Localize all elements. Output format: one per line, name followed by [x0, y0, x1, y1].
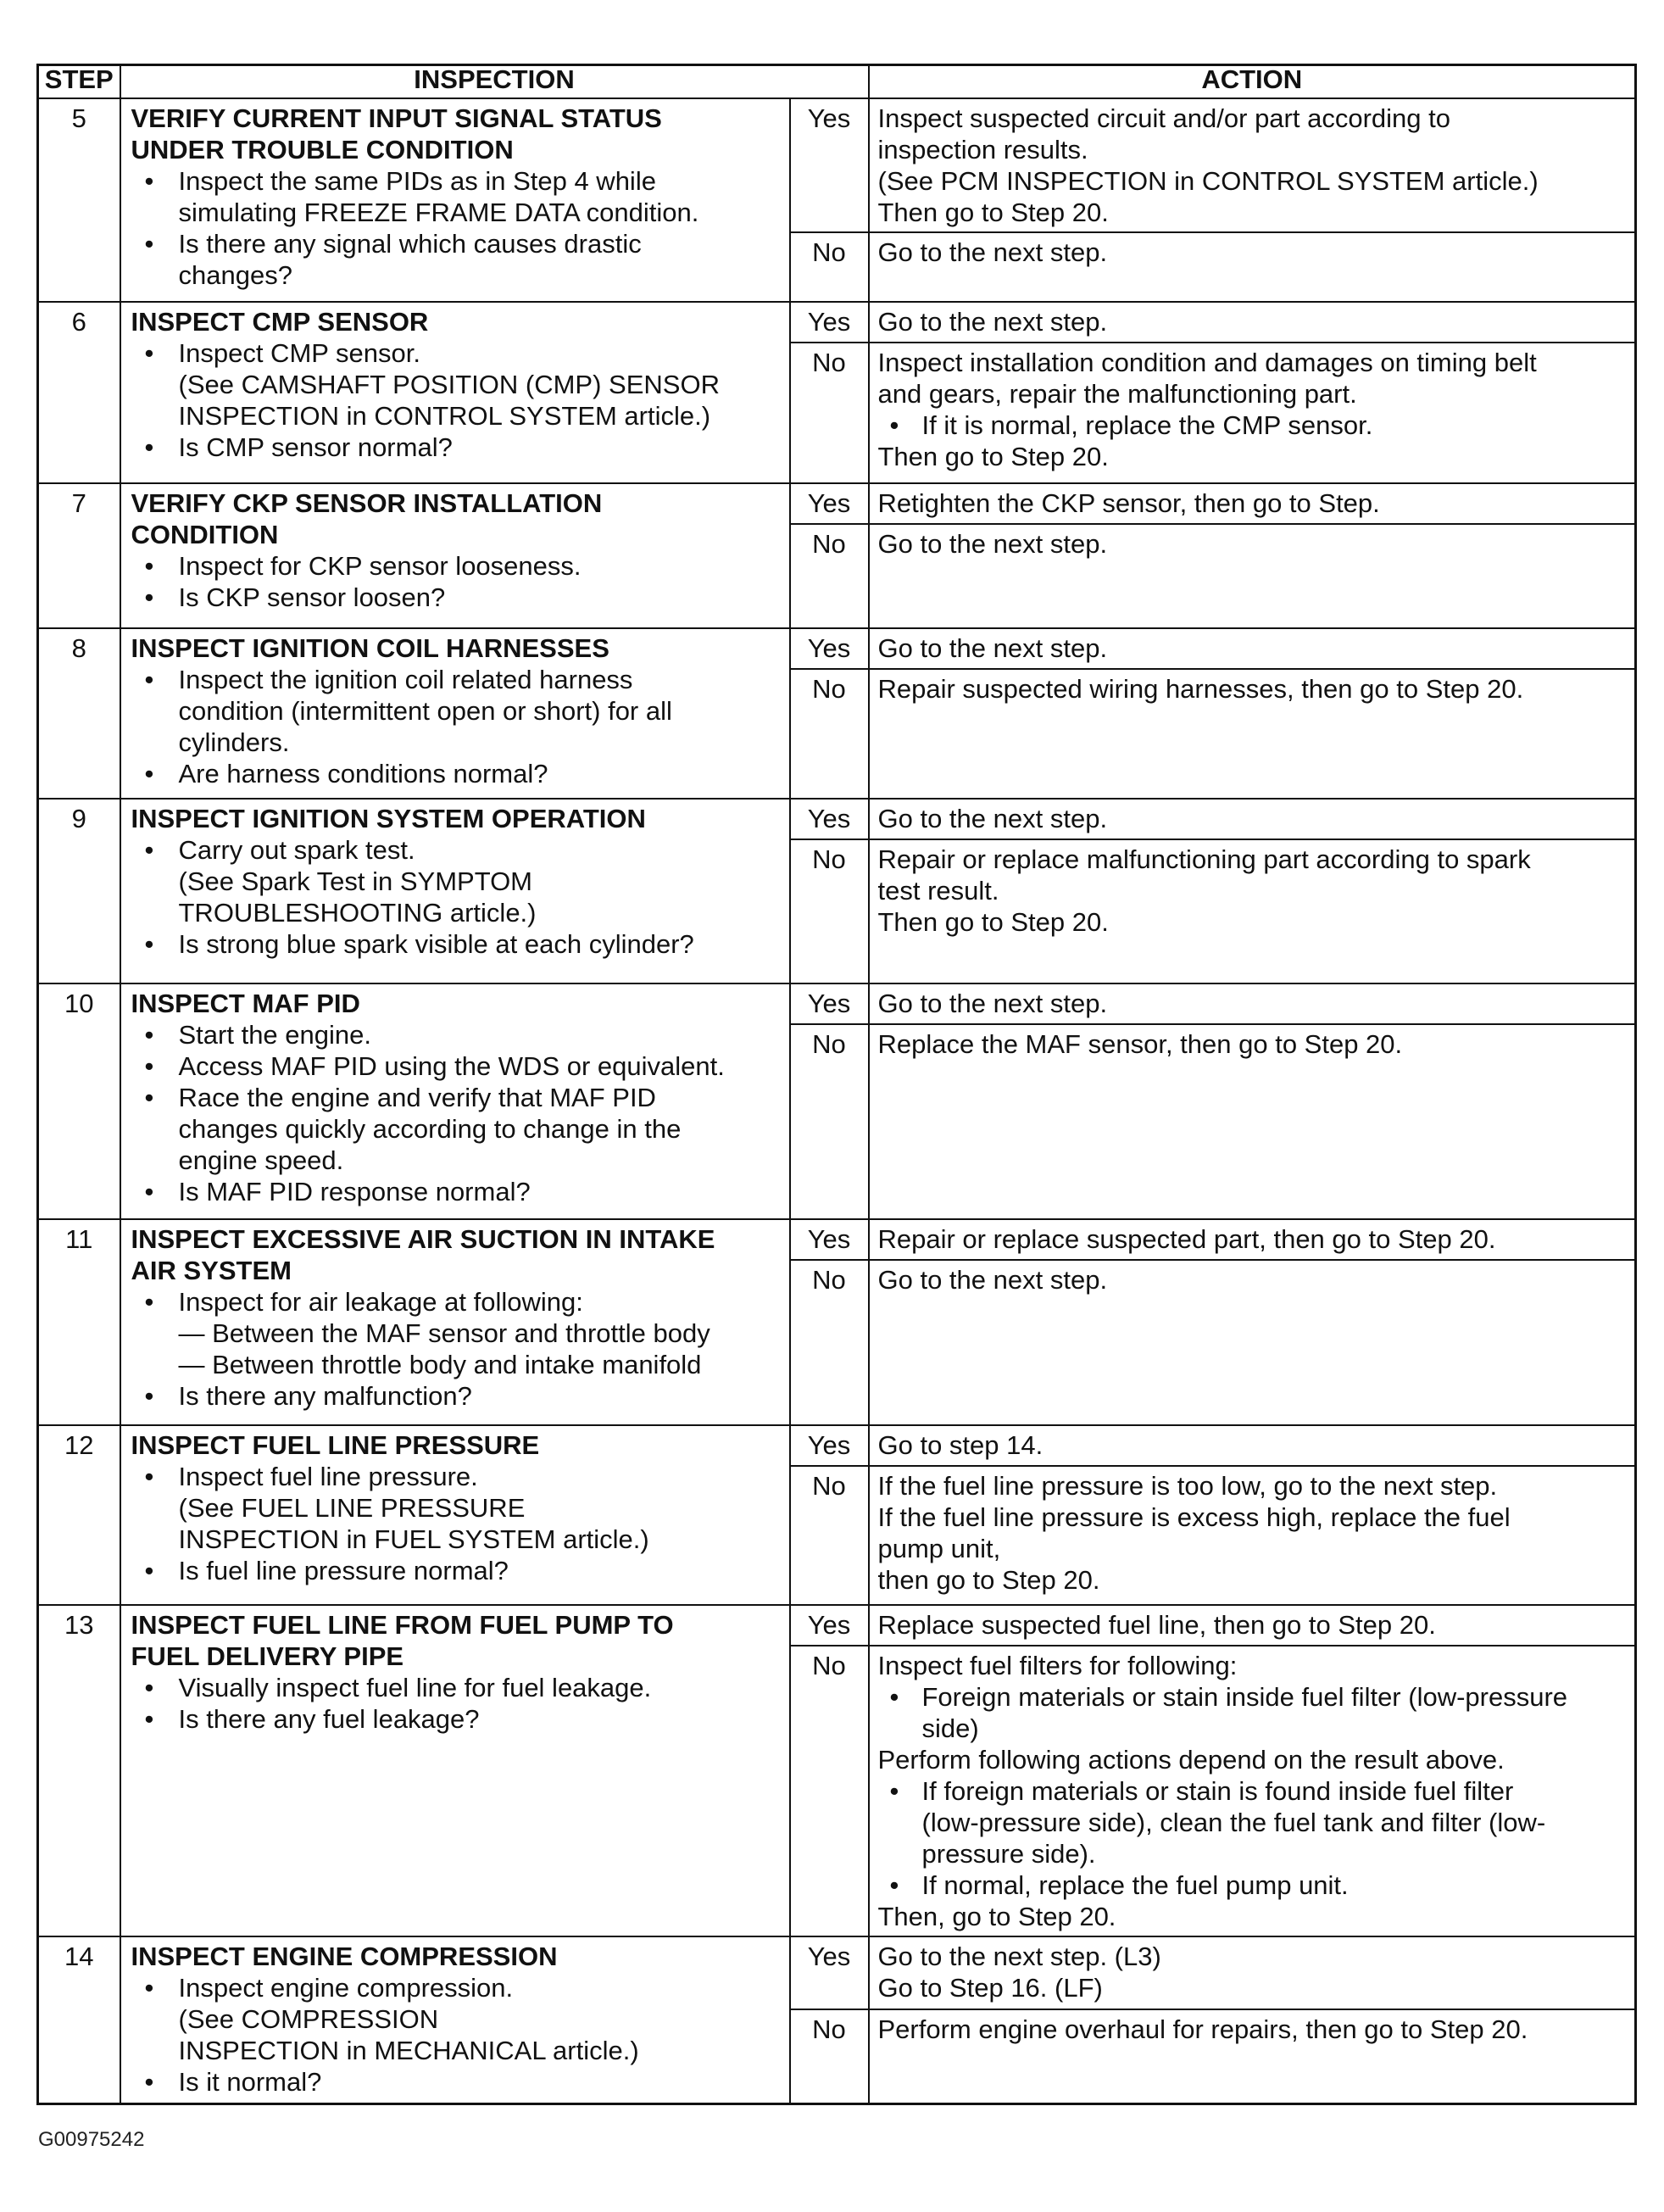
- inspection-title: VERIFY CURRENT INPUT SIGNAL STATUS: [131, 103, 662, 133]
- list-item-text: (See COMPRESSION: [178, 2004, 439, 2034]
- no-label: No: [790, 2009, 869, 2103]
- list-item-text: engine speed.: [178, 1145, 344, 1175]
- no-action: [869, 524, 1636, 628]
- action-text: Then, go to Step 20.: [877, 1902, 1116, 1931]
- inspection-list: [131, 1461, 782, 1586]
- yes-label: Yes: [790, 1425, 869, 1466]
- no-action: [869, 232, 1636, 302]
- table-row: [38, 1936, 1636, 2009]
- inspection-title: INSPECT MAF PID: [131, 989, 360, 1018]
- action-text: Go to Step 16. (LF): [877, 1973, 1103, 2003]
- yes-label: Yes: [790, 628, 869, 669]
- inspection-title: INSPECT ENGINE COMPRESSION: [131, 1942, 558, 1971]
- action-text: • If normal, replace the fuel pump unit.: [921, 1870, 1349, 1900]
- list-item: [131, 1176, 782, 1207]
- no-label: No: [790, 232, 869, 302]
- action-text: Go to the next step.: [877, 1265, 1108, 1295]
- list-item-text: • Is CKP sensor loosen?: [178, 582, 446, 612]
- action-text: and gears, repair the malfunctioning part.: [877, 379, 1357, 409]
- table-row: [38, 1425, 1636, 1466]
- list-item-text: simulating FREEZE FRAME DATA condition.: [178, 198, 699, 227]
- list-item-text: • Is it normal?: [178, 2067, 322, 2097]
- list-item: [131, 582, 782, 613]
- yes-label: Yes: [790, 302, 869, 343]
- list-item-text: • Inspect engine compression.: [178, 1973, 514, 2003]
- action-text: Repair or replace malfunctioning part according to spark: [877, 844, 1531, 874]
- inspection-title: AIR SYSTEM: [131, 1256, 292, 1285]
- yes-action: [869, 628, 1636, 669]
- table-row: [38, 98, 1636, 232]
- table-header-row: [38, 65, 1636, 99]
- step-number: 5: [38, 98, 120, 302]
- step-number: 7: [38, 483, 120, 628]
- table-row: [38, 983, 1636, 1024]
- table-row: [38, 628, 1636, 669]
- list-item-text: • Visually inspect fuel line for fuel leakage.: [178, 1673, 652, 1702]
- list-item-text: • Is MAF PID response normal?: [178, 1177, 531, 1206]
- no-action: [869, 343, 1636, 483]
- action-text: Inspect fuel filters for following:: [877, 1651, 1238, 1680]
- inspection-title: INSPECT FUEL LINE FROM FUEL PUMP TO: [131, 1610, 674, 1640]
- list-item-text: • Is CMP sensor normal?: [178, 432, 453, 462]
- list-item-text: — Between throttle body and intake manifold: [178, 1350, 702, 1379]
- list-item-text: condition (intermittent open or short) for all: [178, 696, 672, 726]
- no-label: No: [790, 343, 869, 483]
- list-item: [131, 1672, 782, 1703]
- list-item-text: • Are harness conditions normal?: [178, 759, 548, 788]
- list-item-text: (See FUEL LINE PRESSURE: [178, 1493, 526, 1523]
- list-item: [131, 550, 782, 582]
- no-action: [869, 1646, 1636, 1936]
- list-item-text: • Inspect CMP sensor.: [178, 338, 420, 368]
- list-item: [131, 664, 782, 758]
- list-item: [878, 1681, 1630, 1744]
- inspection-title: VERIFY CKP SENSOR INSTALLATION: [131, 488, 603, 518]
- troubleshooting-table: [36, 64, 1637, 2105]
- action-text: (See PCM INSPECTION in CONTROL SYSTEM article.): [877, 166, 1539, 196]
- action-text: Replace suspected fuel line, then go to Step 20.: [877, 1610, 1436, 1640]
- list-item-text: • Inspect fuel line pressure.: [178, 1462, 478, 1491]
- inspection-list: [131, 664, 782, 789]
- list-item: [131, 337, 782, 432]
- inspection-title: INSPECT EXCESSIVE AIR SUCTION IN INTAKE: [131, 1224, 715, 1254]
- list-item-text: INSPECTION in MECHANICAL article.): [178, 2036, 639, 2065]
- action-text: side): [921, 1713, 979, 1743]
- no-action: [869, 839, 1636, 983]
- inspection-title: FUEL DELIVERY PIPE: [131, 1641, 404, 1671]
- action-text: (low-pressure side), clean the fuel tank and filter (low-: [921, 1808, 1546, 1837]
- inspection-title: INSPECT CMP SENSOR: [131, 307, 429, 337]
- step-number: 6: [38, 302, 120, 483]
- list-item-text: • Is there any fuel leakage?: [178, 1704, 480, 1734]
- action-text: Inspect installation condition and damages on timing belt: [877, 348, 1537, 377]
- yes-action: [869, 983, 1636, 1024]
- list-item: [131, 1555, 782, 1586]
- yes-label: Yes: [790, 983, 869, 1024]
- list-item: [878, 410, 1630, 441]
- action-text: Retighten the CKP sensor, then go to Step.: [877, 488, 1380, 518]
- no-action: [869, 1024, 1636, 1219]
- action-list: [878, 1775, 1630, 1869]
- action-text: Perform following actions depend on the result above.: [877, 1745, 1505, 1775]
- yes-label: Yes: [790, 483, 869, 524]
- inspection-list: [131, 337, 782, 463]
- action-text: Inspect suspected circuit and/or part according to: [877, 103, 1450, 133]
- list-item-text: TROUBLESHOOTING article.): [178, 898, 537, 928]
- list-item: [131, 432, 782, 463]
- action-text: Go to the next step.: [877, 633, 1108, 663]
- yes-action: [869, 1936, 1636, 2009]
- action-text: If the fuel line pressure is too low, go to the next step.: [877, 1471, 1498, 1501]
- action-text: Go to the next step.: [877, 804, 1108, 833]
- step-number: 13: [38, 1605, 120, 1936]
- action-text: Go to the next step.: [877, 529, 1108, 559]
- list-item: [131, 1286, 782, 1380]
- action-text: pump unit,: [877, 1534, 1001, 1563]
- list-item: [878, 1775, 1630, 1869]
- inspection-list: [131, 1019, 782, 1207]
- action-text: Go to step 14.: [877, 1430, 1043, 1460]
- no-label: No: [790, 1646, 869, 1936]
- step-number: 14: [38, 1936, 120, 2104]
- action-text: then go to Step 20.: [877, 1565, 1100, 1595]
- inspection-cell: [120, 483, 790, 628]
- list-item-text: (See CAMSHAFT POSITION (CMP) SENSOR: [178, 370, 720, 399]
- yes-action: [869, 1219, 1636, 1260]
- yes-label: Yes: [790, 98, 869, 232]
- list-item-text: • Inspect the same PIDs as in Step 4 while: [178, 166, 656, 196]
- list-item-text: • Start the engine.: [178, 1020, 371, 1050]
- no-label: No: [790, 1466, 869, 1605]
- step-number: 12: [38, 1425, 120, 1605]
- table-row: [38, 302, 1636, 343]
- table-body: [38, 98, 1636, 2104]
- step-number: 11: [38, 1219, 120, 1425]
- header-action: ACTION: [869, 65, 1636, 99]
- action-text: Then go to Step 20.: [877, 198, 1109, 227]
- no-action: [869, 1466, 1636, 1605]
- list-item: [131, 1380, 782, 1412]
- action-text: Go to the next step.: [877, 989, 1108, 1018]
- yes-label: Yes: [790, 1936, 869, 2009]
- list-item: [131, 1703, 782, 1735]
- step-number: 10: [38, 983, 120, 1219]
- inspection-title: INSPECT IGNITION COIL HARNESSES: [131, 633, 609, 663]
- inspection-list: [131, 165, 782, 291]
- action-text: • If foreign materials or stain is found inside fuel filter: [921, 1776, 1514, 1806]
- inspection-cell: [120, 628, 790, 799]
- action-text: • If it is normal, replace the CMP sensor.: [921, 410, 1373, 440]
- list-item: [131, 165, 782, 228]
- no-label: No: [790, 839, 869, 983]
- yes-label: Yes: [790, 1605, 869, 1646]
- table-row: [38, 483, 1636, 524]
- list-item: [131, 758, 782, 789]
- list-item-text: INSPECTION in CONTROL SYSTEM article.): [178, 401, 711, 431]
- action-text: Then go to Step 20.: [877, 442, 1109, 471]
- action-text: • Foreign materials or stain inside fuel filter (low-pressure: [921, 1682, 1568, 1712]
- inspection-cell: [120, 1936, 790, 2104]
- inspection-cell: [120, 1425, 790, 1605]
- list-item-text: • Access MAF PID using the WDS or equivalent.: [178, 1051, 725, 1081]
- action-list: [878, 410, 1630, 441]
- list-item: [131, 1461, 782, 1555]
- yes-action: [869, 1605, 1636, 1646]
- list-item: [131, 1972, 782, 2066]
- list-item: [131, 1082, 782, 1176]
- yes-label: Yes: [790, 1219, 869, 1260]
- list-item-text: • Carry out spark test.: [178, 835, 415, 865]
- list-item-text: (See Spark Test in SYMPTOM: [178, 866, 533, 896]
- header-step: STEP: [38, 65, 120, 99]
- list-item-text: • Is strong blue spark visible at each cylinder?: [178, 929, 694, 959]
- yes-label: Yes: [790, 799, 869, 839]
- yes-action: [869, 799, 1636, 839]
- step-number: 9: [38, 799, 120, 983]
- no-label: No: [790, 1024, 869, 1219]
- no-label: No: [790, 1260, 869, 1425]
- list-item: [131, 1019, 782, 1050]
- list-item: [131, 2066, 782, 2098]
- action-text: If the fuel line pressure is excess high, replace the fuel: [877, 1502, 1511, 1532]
- list-item-text: — Between the MAF sensor and throttle body: [178, 1318, 710, 1348]
- no-label: No: [790, 524, 869, 628]
- action-text: Go to the next step.: [877, 307, 1108, 337]
- no-label: No: [790, 669, 869, 799]
- list-item-text: • Inspect the ignition coil related harness: [178, 665, 633, 694]
- list-item: [878, 1869, 1630, 1901]
- inspection-cell: [120, 983, 790, 1219]
- header-inspection: INSPECTION: [120, 65, 869, 99]
- action-text: Go to the next step.: [877, 237, 1108, 267]
- yes-action: [869, 98, 1636, 232]
- inspection-title: INSPECT FUEL LINE PRESSURE: [131, 1430, 540, 1460]
- table-row: [38, 1219, 1636, 1260]
- action-text: inspection results.: [877, 135, 1088, 164]
- yes-action: [869, 1425, 1636, 1466]
- inspection-list: [131, 834, 782, 960]
- action-list: [878, 1869, 1630, 1901]
- table-row: [38, 799, 1636, 839]
- inspection-cell: [120, 1219, 790, 1425]
- list-item-text: changes quickly according to change in the: [178, 1114, 682, 1144]
- list-item-text: changes?: [178, 260, 292, 290]
- list-item-text: • Inspect for CKP sensor looseness.: [178, 551, 582, 581]
- document: [36, 64, 1634, 2105]
- list-item-text: • Race the engine and verify that MAF PID: [178, 1083, 656, 1112]
- inspection-title: INSPECT IGNITION SYSTEM OPERATION: [131, 804, 646, 833]
- inspection-list: [131, 1286, 782, 1412]
- figure-code: G00975242: [38, 2128, 145, 2151]
- list-item-text: cylinders.: [178, 727, 290, 757]
- list-item: [131, 1050, 782, 1082]
- action-text: Repair or replace suspected part, then go to Step 20.: [877, 1224, 1496, 1254]
- inspection-title: UNDER TROUBLE CONDITION: [131, 135, 514, 164]
- step-number: 8: [38, 628, 120, 799]
- no-action: [869, 1260, 1636, 1425]
- list-item-text: INSPECTION in FUEL SYSTEM article.): [178, 1524, 649, 1554]
- inspection-cell: [120, 302, 790, 483]
- yes-action: [869, 302, 1636, 343]
- action-text: pressure side).: [921, 1839, 1096, 1869]
- inspection-cell: [120, 1605, 790, 1936]
- table-row: [38, 1605, 1636, 1646]
- action-text: Repair suspected wiring harnesses, then go to Step 20.: [877, 674, 1524, 704]
- inspection-title: CONDITION: [131, 520, 279, 549]
- list-item: [131, 228, 782, 291]
- list-item-text: • Is there any signal which causes drastic: [178, 229, 642, 259]
- action-text: Perform engine overhaul for repairs, then go to Step 20.: [877, 2014, 1528, 2045]
- action-text: Then go to Step 20.: [877, 907, 1109, 937]
- action-text: Go to the next step. (L3): [877, 1942, 1161, 1971]
- inspection-list: [131, 1672, 782, 1735]
- list-item: [131, 834, 782, 928]
- no-action: [869, 669, 1636, 799]
- inspection-list: [131, 550, 782, 613]
- inspection-cell: [120, 98, 790, 302]
- action-list: [878, 1681, 1630, 1744]
- yes-action: [869, 483, 1636, 524]
- list-item-text: • Is fuel line pressure normal?: [178, 1556, 509, 1585]
- list-item: [131, 928, 782, 960]
- list-item-text: • Inspect for air leakage at following:: [178, 1287, 583, 1317]
- inspection-cell: [120, 799, 790, 983]
- action-text: test result.: [877, 876, 999, 905]
- action-text: Replace the MAF sensor, then go to Step 20.: [877, 1029, 1403, 1059]
- inspection-list: [131, 1972, 782, 2098]
- list-item-text: • Is there any malfunction?: [178, 1381, 472, 1411]
- no-action: [869, 2009, 1636, 2103]
